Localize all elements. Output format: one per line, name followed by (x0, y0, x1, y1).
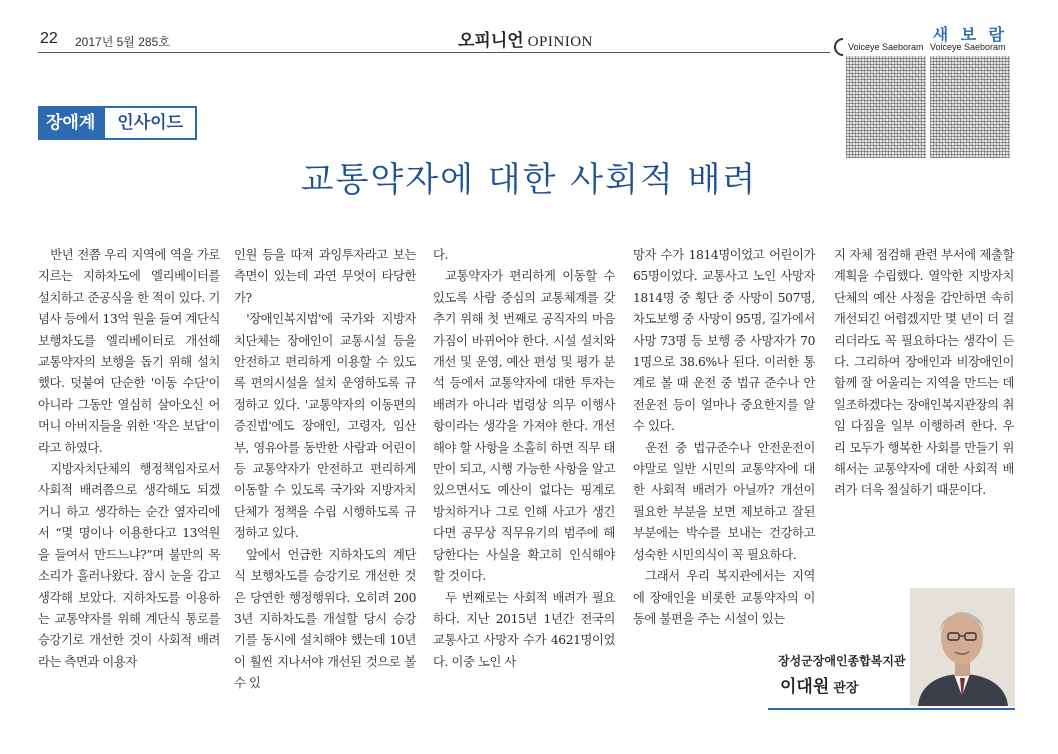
author-name: 이대원 (780, 677, 830, 696)
article-column-5 (834, 245, 1014, 502)
tag-secondary: 인사이드 (103, 106, 197, 140)
article-column-2 (234, 245, 416, 695)
category-tags (38, 106, 197, 140)
article-paragraph: 교통약자가 편리하게 이동할 수 있도록 사람 중심의 교통체계를 갖추기 위해 첫 번째로 공직자의 마음가짐이 바뀌어야 한다. 시설 설치와 개선 및 운영, 예산 편성 및 평가 분석 등에서 교통약자에 대한 투자는 배려가 아니라 법령상 의무 이행사항이라는 생각을 가져야 한다. 개선해야 할 사항을 소홀히 하면 직무 태만이 되고, 시행 가능한 사항을 알고 있으면서도 예산이 없다는 핑계로 방치하거나 그로 인해 사고가 생긴다면 공무상 직무유기의 범주에 해당한다는 사실을 확고히 인식해야 할 것이다. (433, 269, 615, 584)
author-rank: 관장 (833, 680, 859, 695)
article-paragraph: 그래서 우리 복지관에서는 지역에 장애인을 비롯한 교통약자의 이동에 불편을 주는 시설이 있는 (633, 569, 815, 626)
article-paragraph: 앞에서 언급한 지하차도의 계단식 보행차도를 승강기로 개선한 것은 당연한 행정행위다. 오히려 2003년 지하차도를 개설할 당시 승강기를 동시에 설치해야 했는데 10년이 훨씬 지나서야 개선된 것으로 볼 수 있 (234, 547, 416, 691)
author-photo (910, 588, 1015, 706)
page-number: 22 (40, 30, 58, 47)
voiceye-label-left: Voiceye Saeboram (848, 42, 924, 52)
author-portrait-icon (910, 588, 1015, 706)
author-name-line (780, 672, 858, 697)
article-paragraph: 운전 중 법규준수나 안전운전이야말로 일반 시민의 교통약자에 대한 사회적 배려가 아닐까? 개선이 필요한 부분을 보면 제보하고 잘된 부분에는 박수를 보내는 건강하고 성숙한 시민의식이 꼭 필요하다. (633, 440, 815, 562)
article-column-4 (633, 245, 815, 630)
section-title-ko: 오피니언 (458, 31, 524, 50)
article-paragraph: 인원 등을 따져 과잉투자라고 보는 측면이 있는데 과연 무엇이 타당한가? (234, 248, 416, 305)
tag-primary: 장애계 (38, 106, 103, 140)
issue-date: 2017년 5월 285호 (75, 35, 170, 49)
section-header (458, 26, 593, 51)
voiceye-code-left[interactable] (846, 56, 926, 158)
voiceye-label-right: Voiceye Saeboram (930, 42, 1006, 52)
byline-rule (768, 708, 1015, 710)
article-paragraph: '장애인복지법'에 국가와 지방자치단체는 장애인이 교통시설 등을 안전하고 편리하게 이용할 수 있도록 편의시설을 설치 운영하도록 규정하고 있다. '교통약자의 이동편의 증진법'에도 장애인, 고령자, 임산부, 영유아를 동반한 사람과 어린이 등 교통약자가 안전하고 편리하게 이동할 수 있도록 국가와 지방자치단체가 정책을 수립 시행하도록 규정하고 있다. (234, 312, 416, 541)
header-rule (38, 52, 830, 53)
article-paragraph: 다. (433, 248, 448, 262)
article-paragraph: 지방자치단체의 행정책임자로서 사회적 배려쯤으로 생각해도 되겠거니 하고 생각하는 순간 옆자리에서 “몇 명이나 이용한다고 13억원을 들여서 만드느냐?”며 불만의 목소리가 흘러나왔다. 잠시 눈을 감고 생각해 보았다. 지하차도를 이용하는 교통약자를 위해 계단식 통로를 승강기로 개선한 것이 사회적 배려라는 측면과 이용자 (38, 462, 220, 669)
byline-box (768, 588, 1015, 706)
voiceye-block (838, 22, 1014, 142)
voiceye-brand: 새 보 람 (932, 27, 1008, 44)
section-title-en: OPINION (527, 34, 593, 50)
article-paragraph: 두 번째로는 사회적 배려가 필요하다. 지난 2015년 1년간 전국의 교통사고 사망자 수가 4621명이었다. 이중 노인 사 (433, 590, 615, 669)
article-column-3 (433, 245, 615, 673)
article-paragraph: 반년 전쯤 우리 지역에 역을 가로지르는 지하차도에 엘리베이터를 설치하고 준공식을 한 적이 있다. 기념사 등에서 13억 원을 들여 계단식 보행차도를 엘리베이터로 개선해 교통약자의 보행을 돕기 위해 설치했다. 덧붙여 단순한 '이동 수단'이 아니라 그동안 열심히 살아오신 어머니 아버지들을 위한 '작은 보답'이라고 하였다. (38, 248, 220, 455)
article-column-1 (38, 245, 220, 673)
article-paragraph: 지 자체 점검해 관련 부서에 제출할 계획을 수립했다. 열악한 지방자치단체의 예산 사정을 감안하면 속히 개선되긴 어렵겠지만 몇 년이 더 걸리더라도 꼭 필요하다는 생각이 든다. 그리하여 장애인과 비장애인이 함께 잘 어울리는 지역을 만드는 데 일조하겠다는 장애인복지관장의 취임 다짐을 일부 이행하려 한다. 우리 모두가 행복한 사회를 만들기 위해서는 교통약자에 대한 사회적 배려가 더욱 절실하기 때문이다. (834, 248, 1014, 498)
author-organization: 장성군장애인종합복지관 (778, 654, 906, 668)
article-title: 교통약자에 대한 사회적 배려 (300, 160, 758, 200)
article-paragraph: 망자 수가 1814명이었고 어린이가 65명이었다. 교통사고 노인 사망자 1814명 중 횡단 중 사망이 507명, 차도보행 중 사망이 95명, 길가에서 사망 73명 등 보행 중 사망자가 701명으로 38.6%나 된다. 이러한 통계로 볼 때 운전 중 법규 준수나 안전운전 등이 얼마나 중요한지를 알 수 있다. (633, 248, 815, 434)
voiceye-code-right[interactable] (930, 56, 1010, 158)
